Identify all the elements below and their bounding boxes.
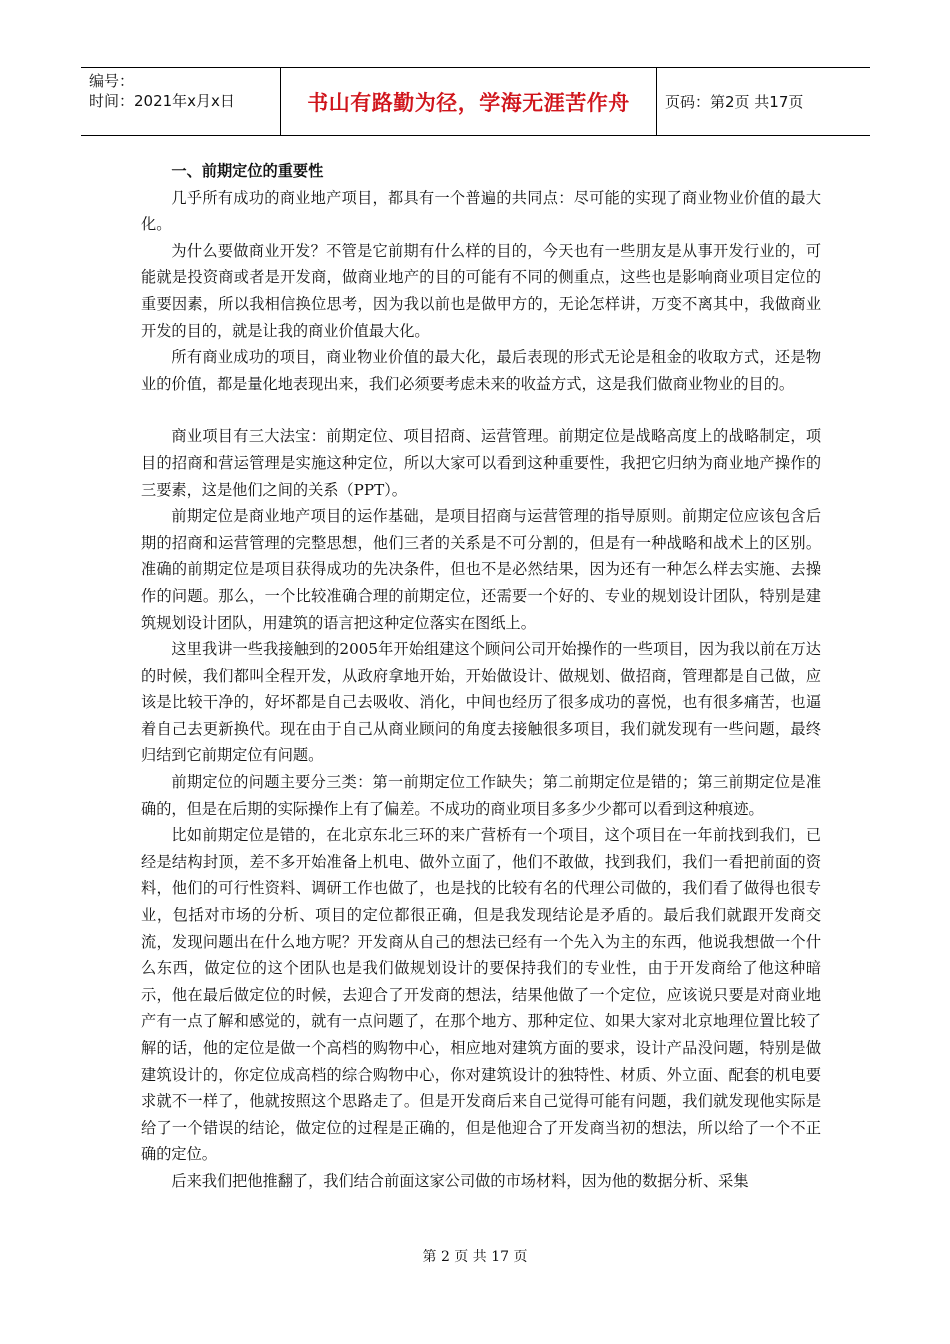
header-date-label: 时间：2021年x月x日 — [89, 92, 235, 110]
paragraph-1: 几乎所有成功的商业地产项目，都具有一个普遍的共同点：尽可能的实现了商业物业价值的最大化。 — [141, 188, 821, 234]
paragraph-7: 前期定位的问题主要分三类：第一前期定位工作缺失；第二前期定位是错的；第三前期定位是准确的，但是在后期的实际操作上有了偏差。不成功的商业项目多多少少都可以看到这种痕迹。 — [141, 773, 821, 818]
paragraph-6: 这里我讲一些我接触到的2005年开始组建这个顾问公司开始操作的一些项目，因为我以前在万达的时候，我们都叫全程开发，从政府拿地开始，开始做设计、做规划、做招商，管理都是自己做，应该是比较干净的，好坏都是自己去吸收、消化，中间也经历了很多成功的喜悦，也有很多痛苦，也逼着自己去更新换代。现在由于自己从商业顾问的角度去接触很多项目，我们就发现有一些问题，最终归结到它前期定位有问题。 — [141, 640, 821, 765]
paragraph-5: 前期定位是商业地产项目的运作基础，是项目招商与运营管理的指导原则。前期定位应该包含后期的招商和运营管理的完整思想，他们三者的关系是不可分割的，但是有一种战略和战术上的区别。准确的前期定位是项目获得成功的先决条件，但也不是必然结果，因为还有一种怎么样去实施、去操作的问题。那么，一个比较准确合理的前期定位，还需要一个好的、专业的规划设计团队，特别是建筑规划设计团队，用建筑的语言把这种定位落实在图纸上。 — [141, 507, 821, 632]
section-title: 一、前期定位的重要性 — [171, 162, 324, 180]
header-meta-cell — [81, 68, 281, 135]
header-motto: 书山有路勤为径，学海无涯苦作舟 — [281, 68, 657, 135]
paragraph-spacer — [141, 397, 821, 423]
page-footer: 第 2 页 共 17 页 — [422, 1249, 528, 1265]
document-body — [141, 158, 821, 1195]
paragraph-4: 商业项目有三大法宝：前期定位、项目招商、运营管理。前期定位是战略高度上的战略制定，项目的招商和营运管理是实施这种定位，所以大家可以看到这种重要性，我把它归纳为商业地产操作的三要素，这是他们之间的关系（PPT）。 — [141, 427, 821, 499]
paragraph-3: 所有商业成功的项目，商业物业价值的最大化，最后表现的形式无论是租金的收取方式，还是物业的价值，都是量化地表现出来，我们必须要考虑未来的收益方式，这是我们做商业物业的目的。 — [141, 348, 821, 393]
paragraph-2: 为什么要做商业开发？不管是它前期有什么样的目的，今天也有一些朋友是从事开发行业的，可能就是投资商或者是开发商，做商业地产的目的可能有不同的侧重点，这些也是影响商业项目定位的重要因素，所以我相信换位思考，因为我以前也是做甲方的，无论怎样讲，万变不离其中，我做商业开发的目的，就是让我的商业价值最大化。 — [141, 241, 821, 340]
paragraph-9: 后来我们把他推翻了，我们结合前面这家公司做的市场材料，因为他的数据分析、采集 — [171, 1171, 749, 1190]
page-header — [81, 67, 870, 136]
header-page-label: 页码：第2页 共17页 — [665, 93, 804, 111]
header-number-label: 编号： — [89, 72, 135, 90]
paragraph-8: 比如前期定位是错的，在北京东北三环的来广营桥有一个项目，这个项目在一年前找到我们，已经是结构封顶，差不多开始准备上机电、做外立面了，他们不敢做，找到我们，我们一看把前面的资料，他们的可行性资料、调研工作也做了，也是找的比较有名的代理公司做的，我们看了做得也很专业，包括对市场的分析、项目的定位都很正确，但是我发现结论是矛盾的。最后我们就跟开发商交流，发现问题出在什么地方呢？开发商从自己的想法已经有一个先入为主的东西，他说我想做一个什么东西，做定位的这个团队也是我们做规划设计的要保持我们的专业性，由于开发商给了他这种暗示，他在最后做定位的时候，去迎合了开发商的想法，结果他做了一个定位，应该说只要是对商业地产有一点了解和感觉的，就有一点问题了，在那个地方、那种定位、如果大家对北京地理位置比较了解的话，他的定位是做一个高档的购物中心，相应地对建筑方面的要求，设计产品没问题，特别是做建筑设计的，你定位成高档的综合购物中心，你对建筑设计的独特性、材质、外立面、配套的机电要求就不一样了，他就按照这个思路走了。但是开发商后来自己觉得可能有问题，我们就发现他实际是给了一个错误的结论，做定位的过程是正确的，但是他迎合了开发商当初的想法，所以给了一个不正确的定位。 — [141, 826, 821, 1164]
